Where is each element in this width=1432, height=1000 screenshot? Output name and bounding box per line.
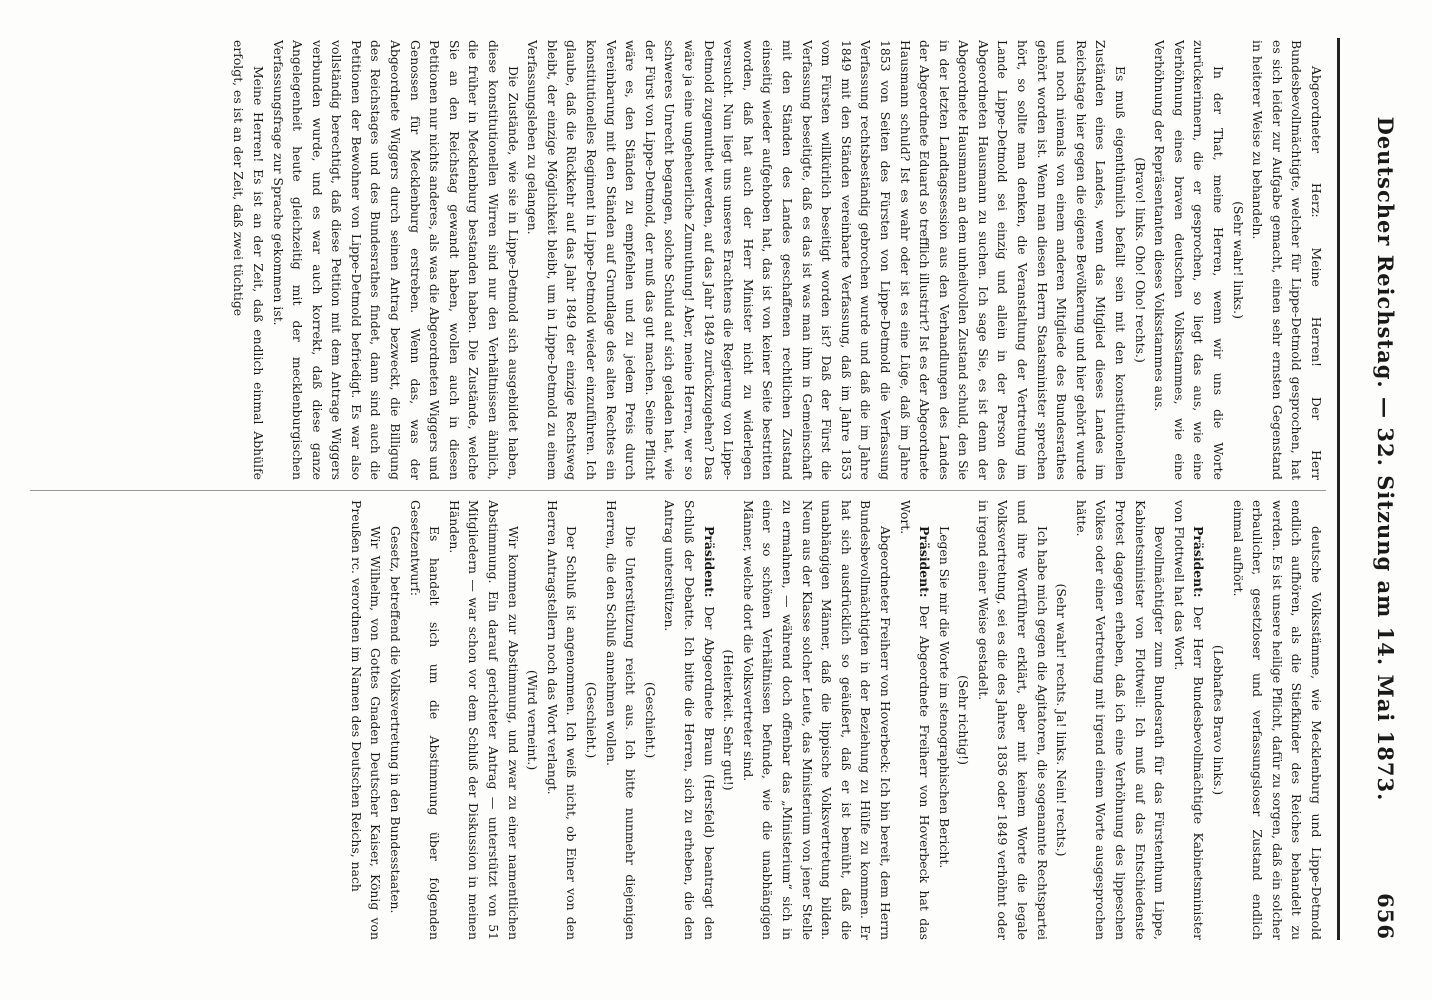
speaker-label: Präsident: [701, 526, 717, 607]
paragraph [405, 500, 444, 940]
paragraph-text: Abgeordneter Herz: Meine Herren! Der Herr Bundesbevollmächtigte, welcher für Lippe-Detmold gesprochen, hat es sich leider zur Aufgabe gemacht, einen sehr ernsten Gegenstand in heiterer Weise zu behandeln. [1250, 40, 1324, 480]
paragraph [660, 500, 719, 940]
paragraph-text: Die Zustände, wie sie in Lippe-Detmold sich ausgebildet haben, diese konstitutionellen Wirren sind nur den Verhältnissen ähnlich, die früher in Mecklenburg bestanden haben. Die Zustände, welche Sie an den Reichstag gewandt haben, wollen auch in diesen Petitionen nur nichts anderes, als was die Abgeordneten Wiggers und Genossen für Mecklenburg erstreben. Wenn das, was der Abgeordnete Wiggers durch seinen Antrag bezweckt, die Billigung des Reichstages und des Bundesrathes findet, dann sind auch die Petitionen der Bewohner von Lippe-Detmold befriedigt. Es war also vollständig berechtigt, daß diese Petition mit dem Antrage Wiggers verbunden wurde, und es war auch korrekt, daß diese ganze Angelegenheit heute gleichzeitig mit der mecklenburgischen Verfassungsfrage zur Sprache gekommen ist. [270, 40, 521, 480]
paragraph-text: Bevollmächtigter zum Bundesrath für das Fürstenthum Lippe, Kabinetsminister von Flottwell: Ich muß auf das Entschiedenste Protest dagegen erheben, daß ich eine Verhöhnung des lippeschen Volkes oder einer Vertretung mit irgend einem Worte ausgesprochen hätte. [1073, 500, 1168, 940]
paragraph [268, 40, 523, 480]
paragraph-text: (Lebhaftes Bravo links.) [1211, 644, 1227, 796]
paragraph-text: (Sehr wahr! links.) [1230, 201, 1246, 319]
paragraph [444, 500, 522, 940]
interjection [1208, 500, 1228, 940]
interjection [581, 500, 601, 940]
left-column [30, 40, 1326, 480]
paragraph-text: (Geschieht.) [584, 681, 600, 759]
page-header [1337, 38, 1432, 940]
speaker-label: Präsident: [917, 526, 933, 606]
paragraph [973, 500, 1051, 940]
interjection [640, 500, 660, 940]
interjection [1228, 40, 1248, 480]
paragraph-text: Der Abgeordnete Braun (Hersfeld) beantragt den Schluß der Debatte. Ich bitte die Herren, sich zu erheben, die den Antrag unterstützen. [662, 500, 717, 940]
paragraph-text: Der Herr Bundesbevollmächtigte Kabinetsminister von Flottwell hat das Wort. [1171, 500, 1207, 940]
paragraph-text: Abgeordneter Freiherr von Hoverbeck: Ich bin bereit, dem Herrn Bundesbevollmächtigten in der Beziehung zu Hülfe zu kommen. Er hat sich ausdrücklich so geäußert, daß er ist bemüht, daß die unabhängigen Männer, daß die lippische Volksvertretung bilden. Neun aus der Klasse solcher Leute, das Ministerium von jener Stelle zu ermahnen, — während doch offenbar das „Ministerium“ sich in einer so schönen Verhältnissen befunde, wie die unabhängigen Männer, welche dort die Volksvertreter sind. [740, 500, 893, 940]
paragraph [1248, 40, 1326, 480]
paragraph-text: Der Abgeordnete Freiherr von Hoverbeck hat das Wort. [897, 500, 933, 940]
paragraph-text: Meine Herren! Es ist an der Zeit, daß endlich einmal Abhülfe erfolgt, es ist an der Zeit, daß zwei tüchtige [231, 40, 266, 480]
paragraph-text: Die Unterstützung reicht aus. Ich bitte nunmehr diejenigen Herren, die den Schluß annehmen wollen. [603, 500, 639, 940]
paragraph-text: (Geschieht.) [642, 681, 658, 759]
paragraph-text: deutsche Volksstämme, wie Mecklenburg und Lippe-Detmold endlich aufhören, als die Stiefkinder des Reiches behandelt zu werden. Es ist unsere heilige Pflicht, dafür zu sorgen, daß ein solcher erbaulicher, gesetzloser und verfassungsloser Zustand endlich einmal aufhört. [1230, 500, 1324, 940]
paragraph [229, 40, 268, 480]
paragraph-text: Es handelt sich um die Abstimmung über folgenden Gesetzentwurf: [407, 500, 443, 940]
paragraph-text: Es muß eigenthümlich befallt sein mit den konstitutionellen Zuständen eines Landes, wenn das Mitglied dieses Landes im Reichstage hier gegen die eigene Bevölkerung und hier gehört wurde und noch niemals von einem anderen Mitgliede des Bundesrathes gehört worden ist. Wenn man diesen Herrn Staatsminister sprechen hört, so sollte man denken, die Veranstaltung der Vertretung im Lande Lippe-Detmold sei einzig und allein in der Person des Abgeordneten Hausmann zu suchen. Ich sage Sie, es ist denn der Abgeordnete Hausmann an dem unheilvollen Zustand schuld, den Sie in der letzten Landtagssession aus den Verhandlungen des Landes der Abgeordnete Eduard so trefflich illustrirt? Ist es der Abgeordnete Hausmann schuld? Ist es wahr oder ist es eine Lüge, daß im Jahre 1853 von Seiten des Fürsten von Lippe-Detmold die Verfassung Verfassung rechtsbeständig gebrochen wurde und daß die im Jahre 1849 mit den Ständen vereinbarte Verfassung, daß im Jahre 1853 vom Fürsten willkürlich beseitigt worden ist? Daß der Fürst die Verfassung beseitigte, daß es das ist was man ihm in Gemeinschaft mit den Ständen des Landes geschaffenen rechtlichen Zustand einseitig wieder aufgehoben hat, das ist von keiner Seite bestritten worden, daß hat auch der Herr Minister nicht zu widerlegen versucht. Nun liegt uns unseres Erachtens die Regierung von Lippe-Detmold zugemuthet werden, auf das Jahr 1849 zurückzugehen? Das wäre ja eine ungeheuerliche Zumuthung! Aber, meine Herren, wer so schweres Unrecht begangen, solche Schuld auf sich geladen hat, wie der Fürst von Lippe-Detmold, der muß das gut machen. Seine Pflicht wäre es, den Ständen zu empfehlen und zu jedem Preis durch Vereinbarung mit den Ständen auf Grundlage des alten Rechtes ein konstitutionelles Regiment in Lippe-Detmold wieder einzuführen. Ich glaube, daß die Rückkehr auf das Jahr 1849 der einzige Rechtsweg bleibt, der einzige Möglichkeit bleibt, um in Lippe-Detmold zu einem Verfassungsleben zu gelangen. [525, 40, 1129, 480]
interjection [954, 500, 974, 940]
paragraph-text: Gesetz, betreffend die Volksvertretung in den Bundesstaaten. [388, 526, 404, 914]
page-number: 656 [1373, 893, 1399, 940]
paragraph-text: In der That, meine Herren, wenn wir uns die Worte zurückerinnern, die er gesprochen, so liegt das aus, wie eine Verhöhnung eines braven deutschen Volksstammes, wie eine Verhöhnung der Repräsentanten dieses Volksstammes aus. [1152, 40, 1227, 480]
speaker-label: Präsident: [1191, 526, 1207, 607]
paragraph [542, 500, 581, 940]
paragraph [386, 500, 406, 940]
interjection [523, 500, 543, 940]
interjection [719, 500, 739, 940]
paragraph [1169, 500, 1208, 940]
column-divider [30, 490, 1326, 491]
paragraph [738, 500, 895, 940]
paragraph-text: (Wird verneint.) [525, 669, 541, 771]
right-column [30, 500, 1326, 940]
paragraph [601, 500, 640, 940]
paragraph [1071, 500, 1169, 940]
paragraph-text: (Sehr richtig!) [956, 675, 972, 765]
paragraph-text: (Sehr wahr! rechts. Ja! links. Nein! rechts.) [1054, 583, 1070, 857]
paragraph-text: Legen Sie mir die Worte im stenographischen Bericht. [936, 526, 952, 869]
running-title: Deutscher Reichstag. — 32. Sitzung am 14. Mai 1873. [1373, 116, 1399, 802]
paragraph-text: Der Schluß ist angenommen. Ich weiß nicht, ob Einer von den Herren Antragstellern noch das Wort verlangt. [544, 500, 580, 940]
paragraph [523, 40, 1130, 480]
paragraph-text: Wir kommen zur Abstimmung, und zwar zu einer namentlichen Abstimmung. Ein darauf gerichteter Antrag — unterstützt von 51 Mitgliedern — war schon vor dem Schluß der Diskussion in meinen Händen. [446, 500, 521, 940]
paragraph-text: (Bravo! links. Oho! Oho! rechts.) [1132, 157, 1148, 363]
paragraph [1228, 500, 1326, 940]
paragraph-text: Wir Wilhelm, von Gottes Gnaden Deutscher Kaiser, König von Preußen rc. verordnen im Namen des Deutschen Reichs, nach [348, 500, 384, 940]
paragraph-text: Ich habe mich gegen die Agitatoren, die sogenannte Rechtspartei und ihre Wortführer erklärt, aber mit keinem Worte die legale Volksvertretung, sei es die des Jahres 1836 oder 1849 verhöhnt oder in irgend einer Weise gestadelt. [975, 500, 1050, 940]
interjection [1052, 500, 1072, 940]
paragraph [346, 500, 385, 940]
paragraph [1150, 40, 1228, 480]
paragraph [934, 500, 954, 940]
paragraph [895, 500, 934, 940]
interjection [1130, 40, 1150, 480]
paragraph-text: (Heiterkeit. Sehr gut!) [721, 649, 737, 791]
